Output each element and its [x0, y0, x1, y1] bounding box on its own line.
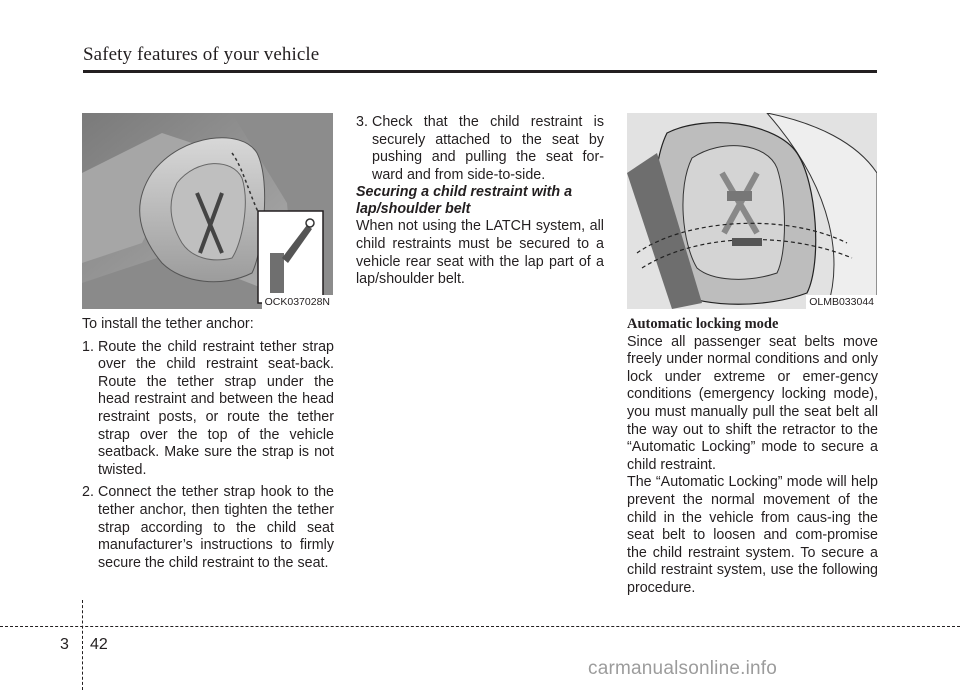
figure-code: OCK037028N	[262, 295, 333, 309]
page-number: 42	[90, 636, 108, 653]
list-number: 2.	[82, 484, 94, 501]
child-seat-lap-belt-illustration	[627, 113, 877, 309]
column-left	[82, 316, 334, 572]
footer-divider	[82, 600, 83, 690]
figure-code: OLMB033044	[806, 295, 877, 309]
page-header-title: Safety features of your vehicle	[83, 44, 320, 65]
column-right	[627, 316, 878, 598]
footer-rule	[0, 626, 960, 627]
chapter-number: 3	[60, 636, 69, 653]
list-text: Route the child restraint tether strap over the child restraint seat-back. Route the tether strap under the head restraint and between the head restraint posts, or route the tether strap over the top of the vehicle seatback. Make sure the strap is not twisted.	[98, 338, 334, 478]
paragraph: When not using the LATCH system, all child restraints must be secured to a vehicle rear seat with the lap part of a lap/shoulder belt.	[356, 218, 604, 288]
list-number: 3.	[356, 114, 368, 130]
header-rule	[83, 70, 877, 73]
section-heading: Automatic locking mode	[627, 316, 779, 332]
watermark: carmanualsonline.info	[588, 658, 778, 679]
list-item	[356, 114, 604, 184]
list-number: 1.	[82, 338, 94, 355]
paragraph: Since all passenger seat belts move freely under normal conditions and only lock under extreme or emer-gency conditions (emergency locking mode), you must manually pull the seat belt all the way out to shift the retractor to the “Automatic Locking” mode to secure a child restraint.	[627, 333, 878, 473]
figure-lap-belt	[627, 113, 877, 309]
column-middle	[356, 114, 604, 289]
list-text: Check that the child restraint is securely attached to the seat by pushing and pulling the seat for-ward and from side-to-side.	[372, 114, 604, 183]
list-text: Connect the tether strap hook to the tether anchor, then tighten the tether strap according to the child seat manufacturer’s instructions to firmly secure the child restraint to the seat.	[98, 484, 334, 571]
section-heading: Securing a child restraint with a lap/shoulder belt	[356, 184, 573, 218]
list-item	[82, 484, 334, 572]
paragraph: The “Automatic Locking” mode will help prevent the normal movement of the child in the vehicle from caus-ing the seat belt to loosen and com-promise the child restraint system. To secure a child restraint system, use the following procedure.	[627, 474, 878, 596]
figure-tether-anchor	[82, 113, 333, 309]
child-seat-tether-illustration	[82, 113, 333, 309]
intro-text: To install the tether anchor:	[82, 316, 254, 332]
list-item	[82, 339, 334, 480]
